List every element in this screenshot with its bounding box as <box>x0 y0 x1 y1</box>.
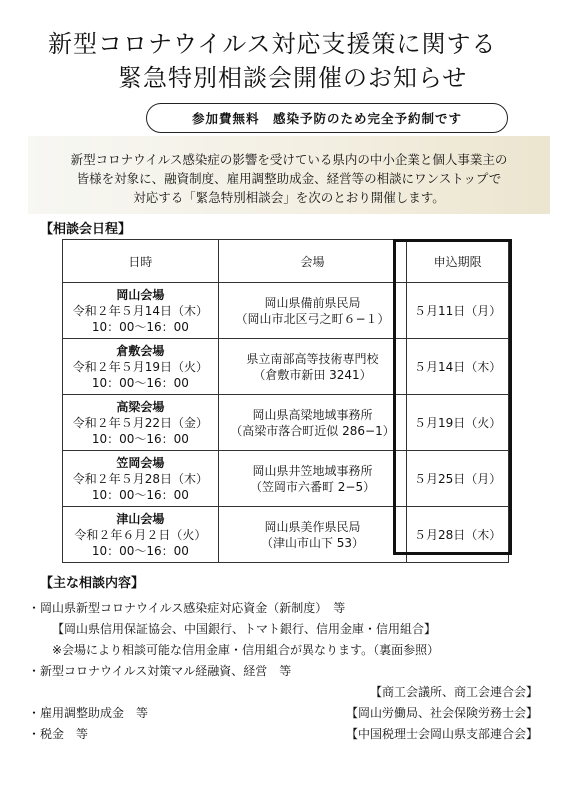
venue-address: （津山市山下 53） <box>260 535 365 550</box>
event-time: 10：00〜16：00 <box>91 375 189 390</box>
list-item-organizations: 【岡山労働局、社会保険労務士会】 <box>345 706 538 720</box>
column-header-venue: 会場 <box>218 240 407 283</box>
intro-band <box>28 136 550 214</box>
list-item-row <box>28 724 538 745</box>
venue-name: 笠岡会場 <box>116 455 165 470</box>
event-time: 10：00〜16：00 <box>91 319 189 334</box>
venue-address: （高梁市落合町近似 286−1） <box>230 423 395 438</box>
page-title-line2: 緊急特別相談会開催のお知らせ <box>118 64 468 92</box>
cell-datetime <box>63 451 219 507</box>
cell-deadline: ５月28日（木） <box>407 507 509 563</box>
cell-deadline: ５月19日（火） <box>407 395 509 451</box>
event-date: 令和２年５月22日（金） <box>72 415 208 430</box>
list-item-organizations: 【商工会議所、商工会連合会】 <box>369 685 538 699</box>
event-date: 令和２年５月28日（木） <box>72 471 208 486</box>
venue-name: 高梁会場 <box>116 399 165 414</box>
free-participation-notice: 参加費無料 感染予防のため完全予約制です <box>146 103 508 133</box>
venue-address: （岡山市北区弓之町６−１） <box>235 311 390 326</box>
list-item: ・雇用調整助成金 等 <box>28 706 149 720</box>
event-date: 令和２年６月２日（火） <box>74 527 207 542</box>
cell-datetime <box>63 395 219 451</box>
venue-building: 岡山県備前県民局 <box>264 295 361 310</box>
list-item-organizations: 【中国税理士会岡山県支部連合会】 <box>345 727 538 741</box>
list-item-organizations-row <box>28 682 538 703</box>
deadline-column-highlight <box>393 239 512 555</box>
venue-name: 岡山会場 <box>116 287 165 302</box>
cell-deadline: ５月11日（月） <box>407 283 509 339</box>
cell-venue <box>218 507 407 563</box>
event-time: 10：00〜16：00 <box>91 543 189 558</box>
cell-venue <box>218 451 407 507</box>
venue-building: 岡山県井笠地域事務所 <box>252 463 373 478</box>
venue-name: 倉敷会場 <box>116 343 165 358</box>
event-date: 令和２年５月19日（火） <box>72 359 208 374</box>
column-header-deadline: 申込期限 <box>407 240 509 283</box>
intro-text <box>28 150 550 207</box>
event-time: 10：00〜16：00 <box>91 487 189 502</box>
column-header-datetime: 日時 <box>63 240 219 283</box>
intro-line: 新型コロナウイルス感染症の影響を受けている県内の中小企業と個人事業主の <box>70 152 508 167</box>
event-time: 10：00〜16：00 <box>91 431 189 446</box>
cell-venue <box>218 339 407 395</box>
list-item-row <box>28 703 538 724</box>
cell-datetime <box>63 339 219 395</box>
list-item: ・税金 等 <box>28 727 89 741</box>
topics-label: 【主な相談内容】 <box>40 576 145 591</box>
cell-venue <box>218 283 407 339</box>
cell-datetime <box>63 507 219 563</box>
cell-deadline: ５月25日（月） <box>407 451 509 507</box>
schedule-label: 【相談会日程】 <box>40 222 132 237</box>
list-item: ・岡山県新型コロナウイルス感染症対応資金（新制度） 等 <box>28 601 346 615</box>
venue-building: 岡山県高梁地域事務所 <box>252 407 373 422</box>
list-item: ・新型コロナウイルス対策マル経融資、経営 等 <box>28 664 292 678</box>
cell-venue <box>218 395 407 451</box>
cell-deadline: ５月14日（木） <box>407 339 509 395</box>
topics-list <box>28 598 538 745</box>
venue-address: （倉敷市新田 3241） <box>253 367 372 382</box>
intro-line: 対応する「緊急特別相談会」を次のとおり開催します。 <box>133 190 445 205</box>
cell-datetime <box>63 283 219 339</box>
venue-building: 岡山県美作県民局 <box>264 519 361 534</box>
intro-line: 皆様を対象に、融資制度、雇用調整助成金、経営等の相談にワンストップで <box>76 171 502 186</box>
list-item-organizations: 【岡山県信用保証協会、中国銀行、トマト銀行、信用金庫・信用組合】 <box>52 622 437 636</box>
page-title-line1: 新型コロナウイルス対応支援策に関する <box>48 30 497 58</box>
venue-building: 県立南部高等技術専門校 <box>246 351 379 366</box>
venue-address: （笠岡市六番町 2−5） <box>249 479 376 494</box>
event-date: 令和２年５月14日（木） <box>72 303 208 318</box>
venue-name: 津山会場 <box>116 511 165 526</box>
list-item-note: ※会場により相談可能な信用金庫・信用組合が異なります。（裏面参照） <box>52 643 440 657</box>
